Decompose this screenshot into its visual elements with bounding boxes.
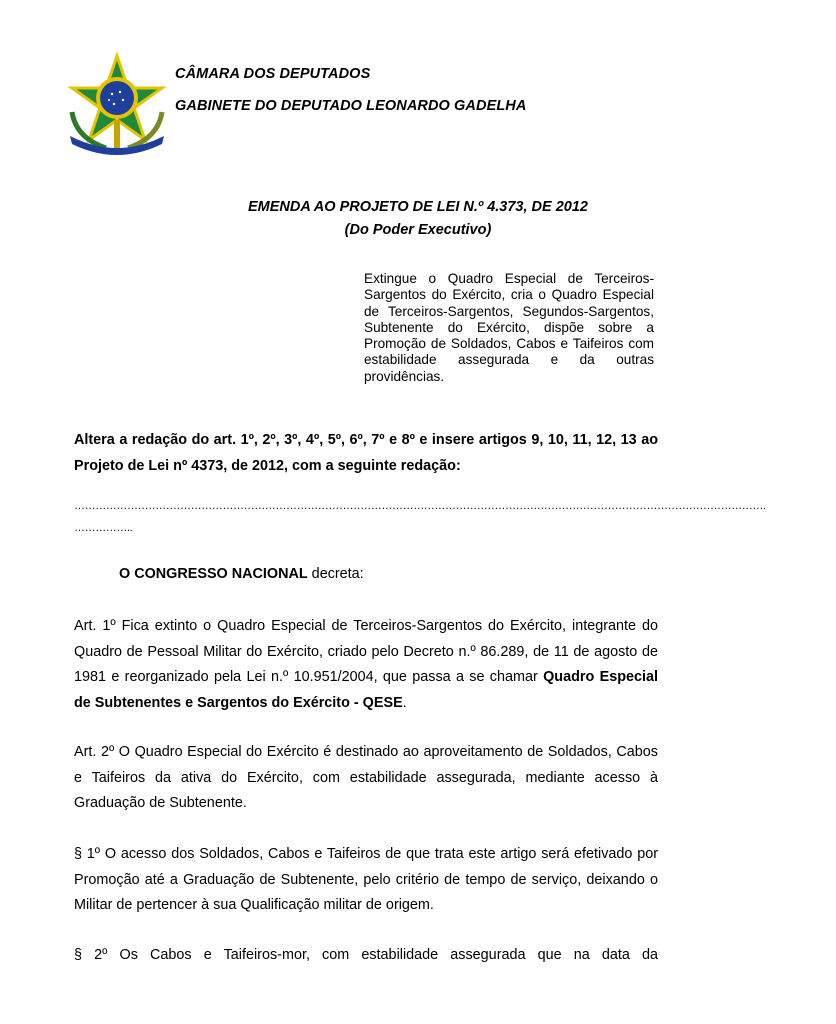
article-2: Art. 2º O Quadro Especial do Exército é destinado ao aproveitamento de Soldados, Cabos e Taifeiros da ativa do Exército, com estabilidade assegurada, mediante acesso à Graduação de Subtenente. — [74, 744, 658, 812]
dotted-separator: ……………………………………………………………………………………………………………………………………………………………………………. — [74, 500, 766, 512]
dotted-separator-end: …………….. — [74, 522, 133, 534]
enacting-clause — [119, 566, 364, 582]
article-1-new-name: Quadro Especial de Subtenentes e Sargentos do Exército - QESE — [74, 669, 658, 711]
amendment-title: EMENDA AO PROJETO DE LEI N.º 4.373, DE 2012 — [248, 199, 588, 215]
article-1-text: Art. 1º Fica extinto o Quadro Especial de Terceiros-Sargentos do Exército, integrante do Quadro de Pessoal Militar do Exército, criado pelo Decreto n.º 86.289, de 11 de agosto de 1981 e reorganizado pela Lei n.º 10.951/2004, que passa a se chamar — [74, 618, 658, 686]
ementa-summary: Extingue o Quadro Especial de Terceiros-Sargentos do Exército, cria o Quadro Especial de Terceiros-Sargentos, Segundos-Sargentos, Subtenente do Exército, dispõe sobre a Promoção de Soldados, Cabos e Taifeiros com estabilidade assegurada e da outras providências. — [364, 271, 654, 384]
paragraph-1: § 1º O acesso dos Soldados, Cabos e Taifeiros de que trata este artigo será efetivado por Promoção até a Graduação de Subtenente, pelo critério de tempo de serviço, deixando o Militar de pertencer à sua Qualificação militar de origem. — [74, 846, 658, 914]
congress-name: O CONGRESSO NACIONAL — [119, 566, 308, 582]
decree-verb: decreta: — [307, 566, 364, 582]
article-1-end: . — [402, 694, 407, 711]
article-1 — [74, 614, 658, 716]
amendment-origin: (Do Poder Executivo) — [344, 222, 492, 238]
office-name: GABINETE DO DEPUTADO LEONARDO GADELHA — [175, 98, 527, 114]
amendment-statement: Altera a redação do art. 1º, 2º, 3º, 4º, 5º, 6º, 7º e 8º e insere artigos 9, 10, 11, 12, 13 ao Projeto de Lei nº 4373, de 2012, com a seguinte redação: — [74, 432, 658, 474]
paragraph-2: § 2º Os Cabos e Taifeiros-mor, com estabilidade assegurada que na data da — [74, 947, 658, 963]
chamber-name: CÂMARA DOS DEPUTADOS — [175, 66, 371, 82]
coat-of-arms-seal — [62, 52, 172, 157]
